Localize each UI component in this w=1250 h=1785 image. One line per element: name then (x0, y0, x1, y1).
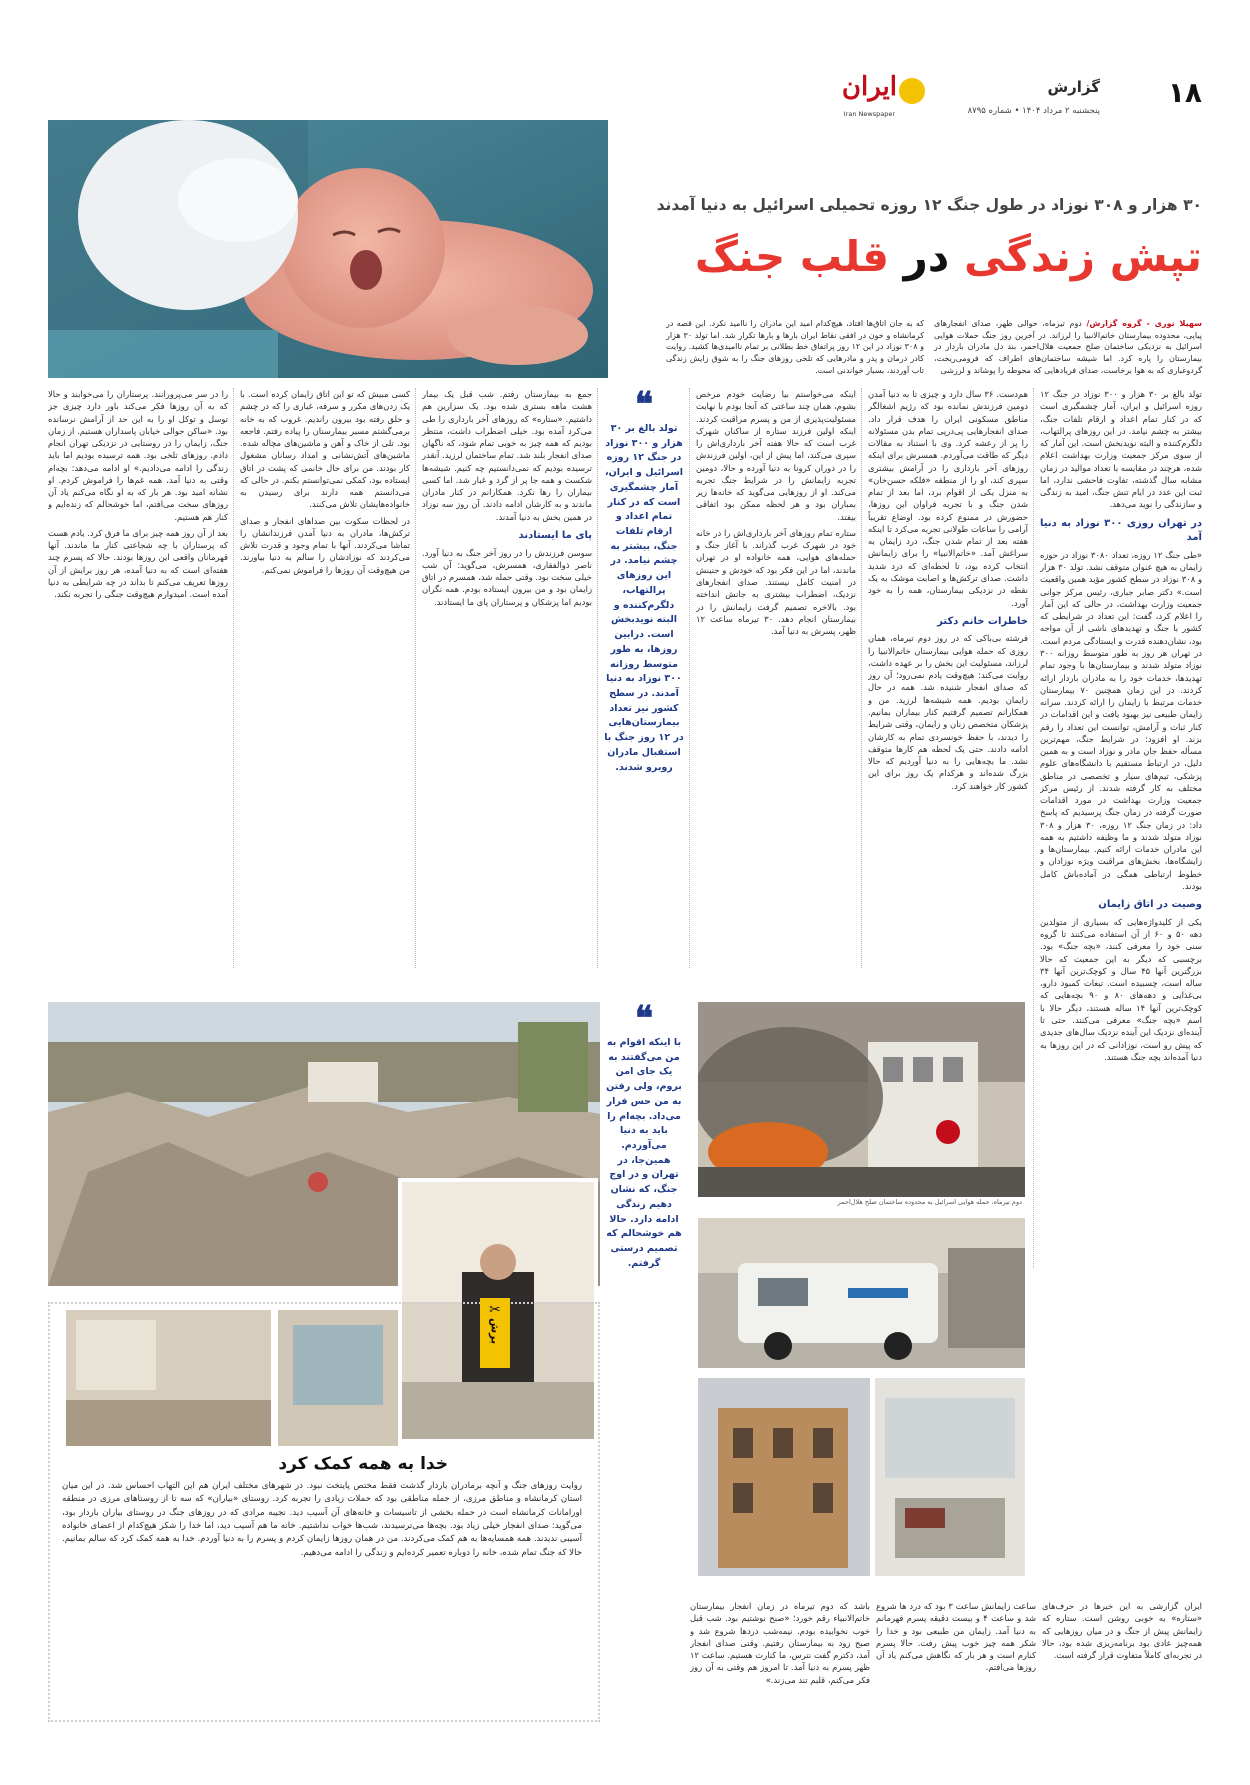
room-photo (66, 1310, 271, 1446)
col1-para-3: یکی از کلیدواژه‌هایی که بسیاری از متولدین دهه ۵۰ و ۶۰ از آن استفاده می‌کنند تا گروه سنی خود را معرفی کنند، «بچه جنگ» بود. برچسبی که دیگر به این جمعیت که حالا بزرگترین آنها ۴۵ سال و کوچک‌ترین آنها ۳۴ ساله است، چسبیده است. تبعات کمبود دارو، بی‌غذایی و دهه‌های ۸۰ و ۹۰ بچه‌هایی که کوچک‌ترین آنها ۱۴ ساله هستند، دیگر حالا با اسم «بچه جنگ» معرفی می‌کنند. حتی تا آینده‌ای نزدیک این آینده نزدیک سال‌های جدیدی که پیش رو است، نوزادانی که در این روزها به دنیا آمده‌اند بچه جنگ هستند. (1040, 916, 1202, 1062)
col2-para-2: فرشته بی‌باکی که در روز دوم تیرماه، همان روزی که حمله هوایی بیمارستان خاتم‌الانبیا را لرزاند، مسئولیت این بخش را بر عهده داشت، روایت می‌کند: هیچ‌وقت یادم نمی‌رود؛ آن روز که صدای انفجار شنیده شد. همه در حال زایمان بودیم. همه شیشه‌ها لرزید. من و همکارانم تصمیم گرفتیم کنار بیماران بمانیم. پزشکان متخصص زنان و زایمان، وقتی شرایط را دیدند، با حفظ خونسردی تمام به کارشان ادامه دادند. حتی یک لحظه هم کارها متوقف نشد. ما بچه‌هایی را به دنیا آوردیم که حالا بزرگ شده‌اند و هرکدام یک روز برای این کشور کار خواهند کرد. (868, 633, 1028, 791)
article-lead-2: که به جان اتاق‌ها افتاد، هیچ‌کدام امید این مادران را ناامید نکرد. این قصه در کرمانشاه و خون در افقی نقاط ایران بارها و بارها تکرار شد. اما تولد ۳۰ هزار و ۳۰۸ نوزاد در این ۱۲ روز پراتفاق خط بطلانی بر تمام ناامیدی‌ها کشید. روایت کادر درمان و پدر و مادرهایی که تلخی روزهای جنگ را به شوق زایش زندگی تاب آوردند، بسیار خواندنی است. (666, 319, 925, 375)
divider (415, 388, 416, 968)
pull-quote-1 (604, 385, 684, 888)
baby-illustration (48, 120, 608, 378)
bottom-column-1: ایران گزارشی به این خبرها در حرف‌های «ستاره» به خوبی روشن است. ستاره که زایمانش پیش از جنگ و در میان روزهایی که همه‌چیز عادی بود برنامه‌ریزی شده بود، حالا در تجربه‌ای کاملاً متفاوت قرار گرفته است. (1042, 1601, 1202, 1661)
col4-para-2: سوسن فرزندش را در روز آخر جنگ به دنیا آورد. ناصر ذوالفقاری، همسرش، می‌گوید: آن شب خیلی سخت بود. وقتی حمله شد، همسرم در اتاق زایمان بود و من بیرون ایستاده بودم. همه نگران بودیم اما پزشکان و پرستاران پای ما ایستادند. (422, 547, 592, 607)
newspaper-logo (795, 72, 925, 128)
fire-photo-caption: دوم تیرماه، حمله هوایی اسرائیل به محدوده ساختمان صلح هلال‌احمر (837, 1198, 1022, 1206)
article-lead-1 (934, 318, 1202, 376)
logo-circle-icon (899, 78, 925, 104)
column-4 (422, 388, 592, 968)
article-kicker: ۳۰ هزار و ۳۰۸ نوزاد در طول جنگ ۱۲ روزه تحمیلی اسرائیل به دنیا آمدند (656, 196, 1202, 214)
fire-illustration (698, 1002, 1025, 1197)
col1-para-2: «طی جنگ ۱۲ روزه، تعداد ۳۰۸۰ نوزاد در حوزه زایمان به هیچ عنوان متوقف نشد. تولد ۳۰ هزار و ۳۰۸ نوزاد در سطح کشور مؤید همین واقعیت است.» دکتر صابر جباری، رئیس مرکز جوانی جمعیت وزارت بهداشت، در حالی که این آمار را اعلام کرد، گفت: این تعداد در شرایطی که کشور با جنگ و تهدیدهای ناشی از آن مواجه بود، نشان‌دهنده قدرت و ایستادگی مردم است. در تهران هر روز به طور متوسط روزانه ۳۰۰ نوزاد متولد شدند و بیمارستان‌ها با وجود تمام تهدیدها، خدمات خود را به مادران باردار ارائه کردند. در این زمان همچنین ۷۰ بیمارستان خدمات مرتبط با زایمان را ارائه کردند. سرانه زایمان طبیعی نیز بهبود یافت و این اقدامات در کنار ثبات و آرامش، توانست این تعداد را رقم بزند. او افزود: در شرایط جنگ، مهم‌ترین مسأله حفظ جان مادر و نوزاد است و به همین دلیل، در ارتباط مستقیم با دانشگاه‌های علوم پزشکی، تیم‌های سیار و تخصصی در مناطق مختلف به کار گرفته شدند. از رئیس مرکز جمعیت وزارت بهداشت در مورد اقدامات صورت گرفته در زمان جنگ پرسیدیم که پاسخ داد: در زمان جنگ ۱۲ روزه، ۳۰ هزار و ۳۰۸ نوزاد متولد شدند و ما وظیفه داشتیم به همه این مادران خدمات ارائه کنیم. بیمارستان‌ها و زایشگاه‌ها، بخش‌های مراقبت ویژه نوزادان و خطوط ارتباطی همگی در آماده‌باش کامل بودند. (1040, 549, 1202, 892)
damaged-building-photo (698, 1378, 870, 1576)
column-5 (240, 388, 410, 968)
box-label: برش (488, 1318, 502, 1345)
col1-subheading-2: وصیت در اتاق زایمان (1098, 899, 1202, 911)
col4-para-1: جمع به بیمارستان رفتم. شب قبل یک بیمار هشت ماهه بستری شده بود. یک سزارین هم داشتیم. «ستاره» که روزهای آخر بارداری را طی می‌کرد آمده بود. خیلی اضطراب داشت، منتظر بودیم که همه چیز به خوبی تمام شود، که ناگهان صدای انفجار بلند شد. تمام ساختمان لرزید. آنقدر ترسیده بودیم که نمی‌دانستیم چه کنیم. شیشه‌ها شکست و همه جا پر از گرد و غبار شد. اما کسی بیماران را رها نکرد. همکارانم در کنار مادران ماندند و به کارشان ادامه دادند. آن روز سه نوزاد در همین بخش به دنیا آمدند. (422, 389, 592, 522)
window-illustration (278, 1310, 398, 1446)
bottom-column-3: باشد که دوم تیرماه در زمان انفجار بیمارستان خاتم‌الانبیاء رقم خورد؛ «صبح نوشتیم بود. شب قبل خوب نخوابیده بودم. نیمه‌شب دردها شروع شد و صبح زود به بیمارستان رفتیم. وقتی صدای انفجار آمد، دکترم گفت نترس، ما کنارت هستیم. ساعت ۱۲ ظهر پسرم به دنیا آمد. تا امروز هم وقتی به آن روز فکر می‌کنم، قلبم تند می‌زند.» (690, 1601, 870, 1685)
ward-photo (875, 1378, 1025, 1576)
building-illustration (698, 1378, 870, 1576)
logo-subtitle: Iran Newspaper (843, 110, 895, 118)
issue-date: پنجشنبه ۲ مرداد ۱۴۰۴ • شماره ۸۷۹۵ (967, 106, 1100, 116)
page-number: ۱۸ (1167, 76, 1202, 109)
box-side-label (480, 1298, 510, 1368)
divider (861, 388, 862, 968)
divider (233, 388, 234, 968)
logo-text: ایران (841, 72, 897, 102)
scissors-icon: ✂ (489, 1302, 501, 1318)
column-6 (48, 388, 228, 968)
title-part-2: در (903, 232, 950, 281)
col5-para-2: در لحظات سکوت بین صداهای انفجار و صدای ترکش‌ها، مادران به دنیا آمدن فرزندانشان را تماشا می‌کردند. آنها با تمام وجود و قدرت تلاش می‌کردند که نوزادشان را سالم به دنیا بیاورند. من هیچ‌وقت آن روزها را فراموش نمی‌کنم. (240, 515, 410, 575)
ambulance-photo (698, 1218, 1025, 1368)
article-byline: سهیلا نوری - گروه گزارش/ (1086, 319, 1202, 328)
col3-para-2: ستاره تمام روزهای آخر بارداری‌اش را در خانه خود در شهرک غرب گذراند. با آغاز جنگ و حمله‌های هوایی، همه خانواده او در تهران ماندند، اما در این فکر بود که خودش و جنینش در امنیت کامل نیستند. صدای انفجارهای نزدیک، اضطراب بیشتری به جانش انداخته بود. بالاخره تصمیم گرفت زایمانش را در بیمارستان انجام دهد. ۳۰ تیرماه ساعت ۱۲ ظهر، پسرش به دنیا آمد. (696, 527, 856, 637)
ward-illustration (875, 1378, 1025, 1576)
room-illustration (66, 1310, 271, 1446)
lead-text-1: دوم تیرماه، حوالی ظهر، صدای انفجارهای پیاپی، محدوده بیمارستان خاتم‌الانبیا را لرزاند. در آخرین روز جنگ حملات هوایی اسرائیل به نزدیکی ساختمان صلح جمعیت هلال‌احمر، بند دل مادران باردار در بیمارستان را پاره کرد. اما شیشه ساختمان‌های اطراف که فرومی‌ریخت، گردوغباری که به هوا برخاست، صدای فریادهایی که محوطه را پوشاند و لرزشی (934, 319, 1202, 375)
col6-para-2: بعد از آن روز همه چیز برای ما فرق کرد. یادم هست که پرستاران با چه شجاعتی کنار ما ماندند. آنها قهرمانان واقعی این روزها بودند. حالا که پسرم چند هفته‌ای است که به دنیا آمده، هر روز برایش از آن روزها تعریف می‌کنم تا بداند در چه شرایطی به دنیا آمده است. امیدوارم هیچ‌وقت جنگی را تجربه نکند. (48, 527, 228, 600)
col3-para-1: اینکه می‌خواستم بیا رضایت خودم مرخص بشوم، همان چند ساعتی که آنجا بودم با نهایت مسئولیت‌پذیری از من و پسرم مراقبت کردند. اینکه اولین فرزند ستاره از ساکنان شهرک غرب است که حالا هفته آخر بارداری‌اش را سپری می‌کند، اما پیش از این، اولین فرزندش را در دوران کرونا به دنیا آورده و حالا، دومین تجربه زایمانش را در شرایط جنگ تجربه می‌کند. او از روزهایی می‌گوید که خانه‌ها زیر بمباران بود و هر لحظه ممکن بود اتفاقی بیفتد. (696, 389, 856, 522)
bottom-column-2: ساعت زایمانش ساعت ۳ بود که درد ها شروع شد و ساعت ۴ و بیست دقیقه پسرم فهرمانم به دنیا آمد. زایمان من طبیعی بود و خدا را شکر همه چیز خوب پیش رفت. حالا پسرم کنارم است و هر بار که نگاهش می‌کنم یاد آن روزها می‌افتم. (876, 1601, 1036, 1673)
quote-mark-icon: ❝ (634, 385, 654, 425)
column-3 (696, 388, 856, 968)
column-2 (868, 388, 1028, 968)
col4-subheading: پای ما ایستادند (518, 529, 592, 541)
side-box (48, 1302, 600, 1722)
col1-subheading: در تهران روزی ۳۰۰ نوزاد به دنیا آمد (1040, 517, 1202, 544)
column-1 (1040, 388, 1202, 1308)
ambulance-illustration (698, 1218, 1025, 1368)
divider (1033, 388, 1034, 1268)
divider (689, 388, 690, 968)
col1-para-1: تولد بالغ بر ۳۰ هزار و ۳۰۰ نوزاد در جنگ ۱۲ روزه اسرائیل و ایران، آمار چشمگیری است که در کنار تمام اعداد و ارقام تلفات جنگ، بیشتر به چشم نیامد. در این روزهای پرالتهاب، دلگرم‌کننده و البته نوید‌بخش است. این آمار که از سوی مرکز جمعیت وزارت بهداشت اعلام شده، هرچند در مقایسه با تعداد موالید در زمان مشابه سال گذشته، تفاوت فاحشی ندارد، اما ثبت این عدد در ایام تنش جنگ، امید به زندگی و سازندگی را نوید می‌دهد. (1040, 389, 1202, 510)
baby-photo (48, 120, 608, 378)
title-part-1: تپش زندگی (963, 232, 1202, 281)
title-part-3: قلب جنگ (694, 232, 889, 281)
window-photo (278, 1310, 398, 1446)
pull-quote-1-text: تولد بالغ بر ۳۰ هزار و ۳۰۰ نوزاد در جنگ ۱۲ روزه اسرائیل و ایران، آمار چشمگیری است که در کنار تمام اعداد و ارقام تلفات جنگ، بیشتر به چشم نیامد. در این روزهای پرالتهاب، دلگرم‌کننده و البته نویدبخش است. درایین روزها، به طور متوسط روزانه ۳۰۰ نوزاد به دنیا آمدند. در سطح کشور نیز تعداد بیمارستان‌هایی در ۱۲ روز جنگ با استقبال مادران روبرو شدند. (604, 423, 684, 773)
col5-para-1: کسی مبیش که تو این اتاق زایمان کرده است. با یک زدن‌های مکرر و سرفه، غباری را که در چشم و حلق رفته بود بیرون راندیم. غروب که به خانه برمی‌گشتم مسیر بیمارستان را پیاده رفتم. فاجعه بود. تلی از خاک و آهن و ماشین‌های مچاله شده. ماشین‌های آتش‌نشانی و امداد رسانان مشغول کار بودند. من برای حال خانمی که پشت در اتاق ایستاده بود، کمکی نمی‌توانستم بکنم. در حالی که می‌دانستم همه دارند برای رسیدن به خانواده‌هایشان تلاش می‌کنند. (240, 389, 410, 510)
box-body: روایت روزهای جنگ و آنچه برمادران باردار گذشت فقط مختص پایتخت نبود. در شهرهای مختلف ایران هم این التهاب احساس شد. در این میان استان کرمانشاه و مناطق مرزی، از جمله مناطقی بود که حملات زیادی را تجربه کرد. روستای «بیاران» که سه تا از روستاهای مرزی در منطقه اورامانات کرمانشاه است در حمله بخشی از تاسیسات و خانه‌های آن آسیب دید. نجیبه مرادی که در روزهای جنگ در روستای بیاران باردار بود، می‌گوید: صدای انفجار خیلی زیاد بود. بچه‌ها می‌ترسیدند، شب‌ها خواب نداشتیم. خانه ما هم آسیب دید، اما خدا را شکر هیچ‌کدام از اعضای خانواده آسیبی ندیدند. همه همسایه‌ها به هم کمک می‌کردند. من در همان روزها زایمان کردم و پسرم را به دنیا آوردم. خدا به همه کمک کرد که سالم بمانیم. حالا که جنگ تمام شده، خانه را دوباره تعمیر کرده‌ایم و زندگی را ادامه می‌دهیم. (62, 1481, 582, 1558)
article-title (622, 228, 1202, 298)
hospital-fire-photo (698, 1002, 1025, 1197)
col2-para-1: هم‌دست. ۳۶ سال دارد و چیزی تا به دنیا آمدن دومین فرزندش نمانده بود که رژیم اشغالگر مناطق مسکونی ایران را هدف قرار داد. صدای انفجارهایی پی‌درپی تمام بدن مسئولانه را پر از رعشه کرد. وی با استناد به مقالات دیگر که طاقت می‌آوردم. همسرش برای اینکه روزهای آخر بارداری را در آرامش بیشتری سپری کند، او را از منطقه «فلکه حسن‌خان» به منزل یکی از اقوام برد، اما بعد از تمام شدن جنگ و با تجربه فراوان این روزها، حضورش در ممنوع کرده بود. اوضاع تقریباً آرامی را ساعات طولانی تجربه می‌کرد تا اینکه هفته بعد از تمام شدن جنگ، درد زایمان به سراغش آمد. «خاتم‌الانبیا» را برای زایمانش انتخاب کرده بود، تا لحظه‌ای که درد شدید داشت. صدای ترکش‌ها و اصابت موشک به یک نقطه در نزدیکی بیمارستان، همه را به خود آورد. (868, 389, 1028, 608)
quote-mark-icon: ❝ (634, 999, 654, 1039)
divider (597, 388, 598, 968)
box-title: خدا به همه کمک کرد (278, 1454, 448, 1474)
section-label: گزارش (1047, 78, 1100, 96)
col2-subheading: خاطرات خانم دکتر (937, 615, 1028, 627)
pull-quote-2 (604, 999, 684, 1402)
pull-quote-2-text: با اینکه اقوام به من می‌گفتند به یک جای امن بروم، ولی رفتن به من حس فرار می‌داد. بچه‌ام را باید به دنیا می‌آوردم. همین‌جا، در تهران و در اوج جنگ، که نشان دهیم زندگی ادامه دارد. حالا هم خوشحالم که تصمیم درستی گرفتم. (606, 1037, 682, 1269)
col6-para-1: را در سر می‌پرورانند. پرستاران را می‌خوابند و حالا که به آن روزها فکر می‌کند باور دارد چیزی جز توسل و توکل او را به این حد از آرامش نرسانده بود. «ساکن حوالی خیابان پاسداران هستیم. از زمان جنگ، زایمان را در روستایی در نزدیکی تهران انجام دادم. روزهای تلخی بود. همه ترسیده بودیم اما باید زندگی را ادامه می‌دادیم.» او ادامه می‌دهد: بچه‌ام وقتی به دنیا آمد، همه غم‌ها را فراموش کردم. او نشانه امید بود. هر بار که به او نگاه می‌کنم یاد آن روزهای سخت می‌افتم، اما خوشحالم که زنده‌ایم و کنار هم هستیم. (48, 389, 228, 522)
